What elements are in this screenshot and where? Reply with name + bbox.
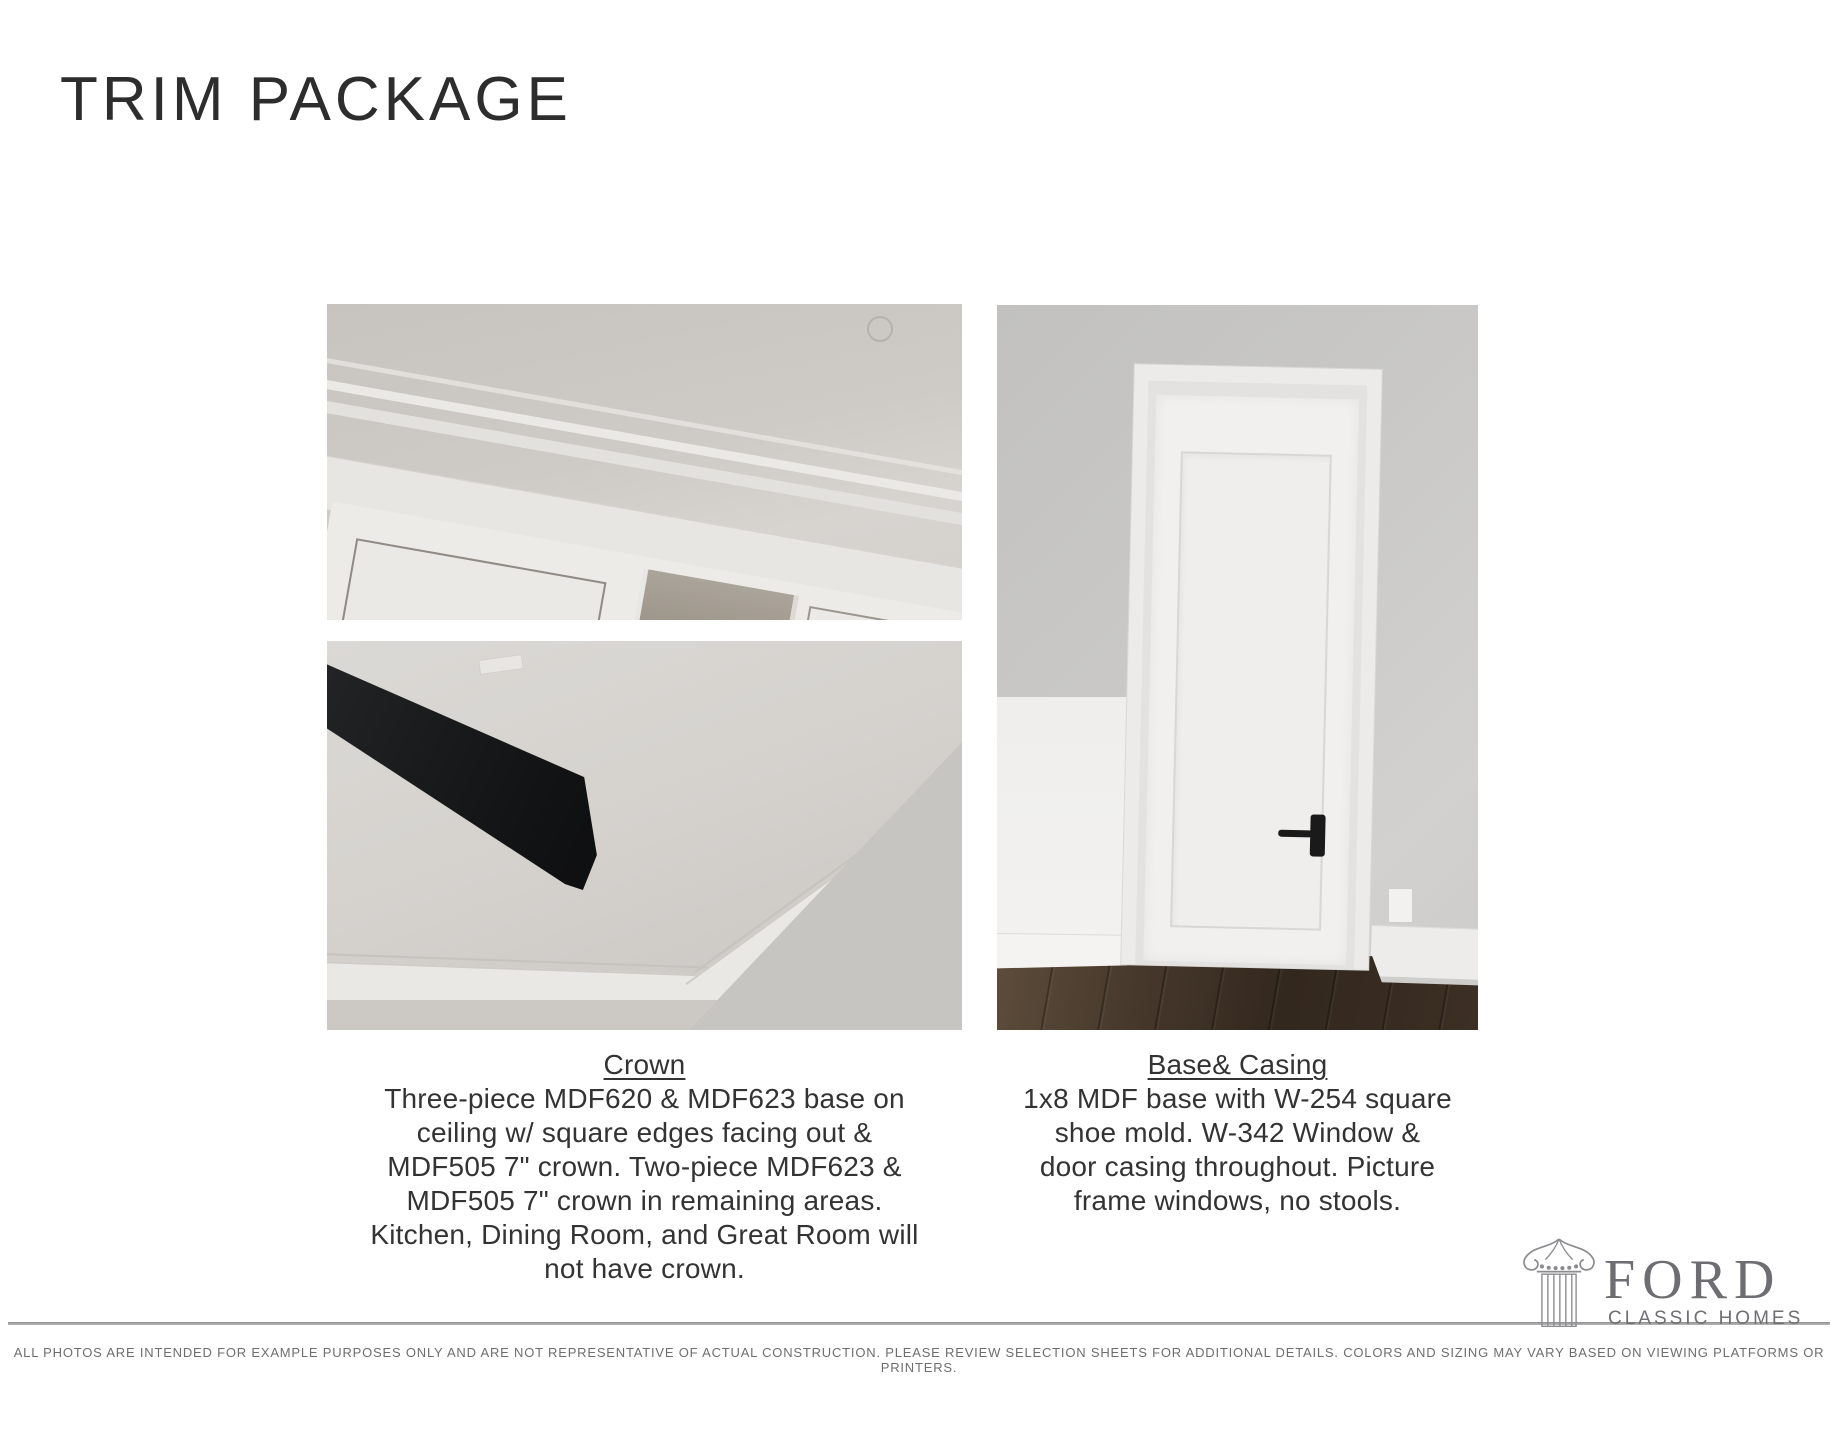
crown-caption-line: Kitchen, Dining Room, and Great Room will	[370, 1219, 919, 1250]
door-base-casing-photo	[997, 305, 1478, 1030]
door-panel	[1170, 451, 1332, 930]
crown-caption-line: MDF505 7" crown. Two-piece MDF623 &	[387, 1151, 902, 1182]
logo-tagline: CLASSIC HOMES	[1608, 1308, 1804, 1329]
cabinet-door	[781, 606, 894, 620]
ceiling-vent	[478, 654, 524, 675]
black-beam-tray-ceiling-photo	[327, 641, 962, 1030]
interior-door	[1121, 364, 1382, 969]
door-handle	[1310, 814, 1326, 856]
ford-classic-homes-logo	[1516, 1234, 1803, 1328]
crown-caption-line: MDF505 7" crown in remaining areas.	[406, 1185, 883, 1216]
logo-name: FORD	[1604, 1249, 1782, 1311]
base-casing-caption-line: shoe mold. W-342 Window &	[1054, 1117, 1421, 1148]
door-slab	[1143, 395, 1359, 965]
crown-molding-cabinets-photo	[327, 304, 962, 620]
classical-column-icon	[1516, 1234, 1602, 1328]
crown-caption-line: Three-piece MDF620 & MDF623 base on	[384, 1083, 905, 1114]
wall-outlet	[1388, 888, 1413, 923]
wall-area	[327, 1000, 747, 1030]
crown-caption-line: ceiling w/ square edges facing out &	[416, 1117, 873, 1148]
base-casing-caption-line: door casing throughout. Picture	[1039, 1151, 1436, 1182]
base-casing-caption-line: frame windows, no stools.	[1073, 1185, 1402, 1216]
base-casing-caption-heading: Base& Casing	[1147, 1049, 1328, 1080]
foreground-wall	[997, 697, 1135, 973]
crown-caption	[307, 1048, 982, 1286]
ceiling-speaker	[867, 316, 893, 342]
base-casing-caption	[977, 1048, 1498, 1218]
baseboard	[1370, 925, 1478, 980]
crown-caption-heading: Crown	[603, 1049, 686, 1080]
door-handle-lever	[1278, 830, 1312, 838]
page-title: TRIM PACKAGE	[60, 65, 572, 134]
cabinet-panel	[330, 538, 607, 620]
crown-caption-line: not have crown.	[544, 1253, 745, 1284]
logo-text	[1604, 1249, 1804, 1330]
base-casing-caption-line: 1x8 MDF base with W-254 square	[1023, 1083, 1452, 1114]
disclaimer-text: ALL PHOTOS ARE INTENDED FOR EXAMPLE PURPOSES ONLY AND ARE NOT REPRESENTATIVE OF ACTUAL CONSTRUCTION. PLEASE REVIEW SELECTION SHEETS FOR ADDITIONAL DETAILS. COLORS AND SIZING MAY VARY BASED ON VIEWING PLATFORMS OR PRINTERS.	[13, 1345, 1825, 1375]
